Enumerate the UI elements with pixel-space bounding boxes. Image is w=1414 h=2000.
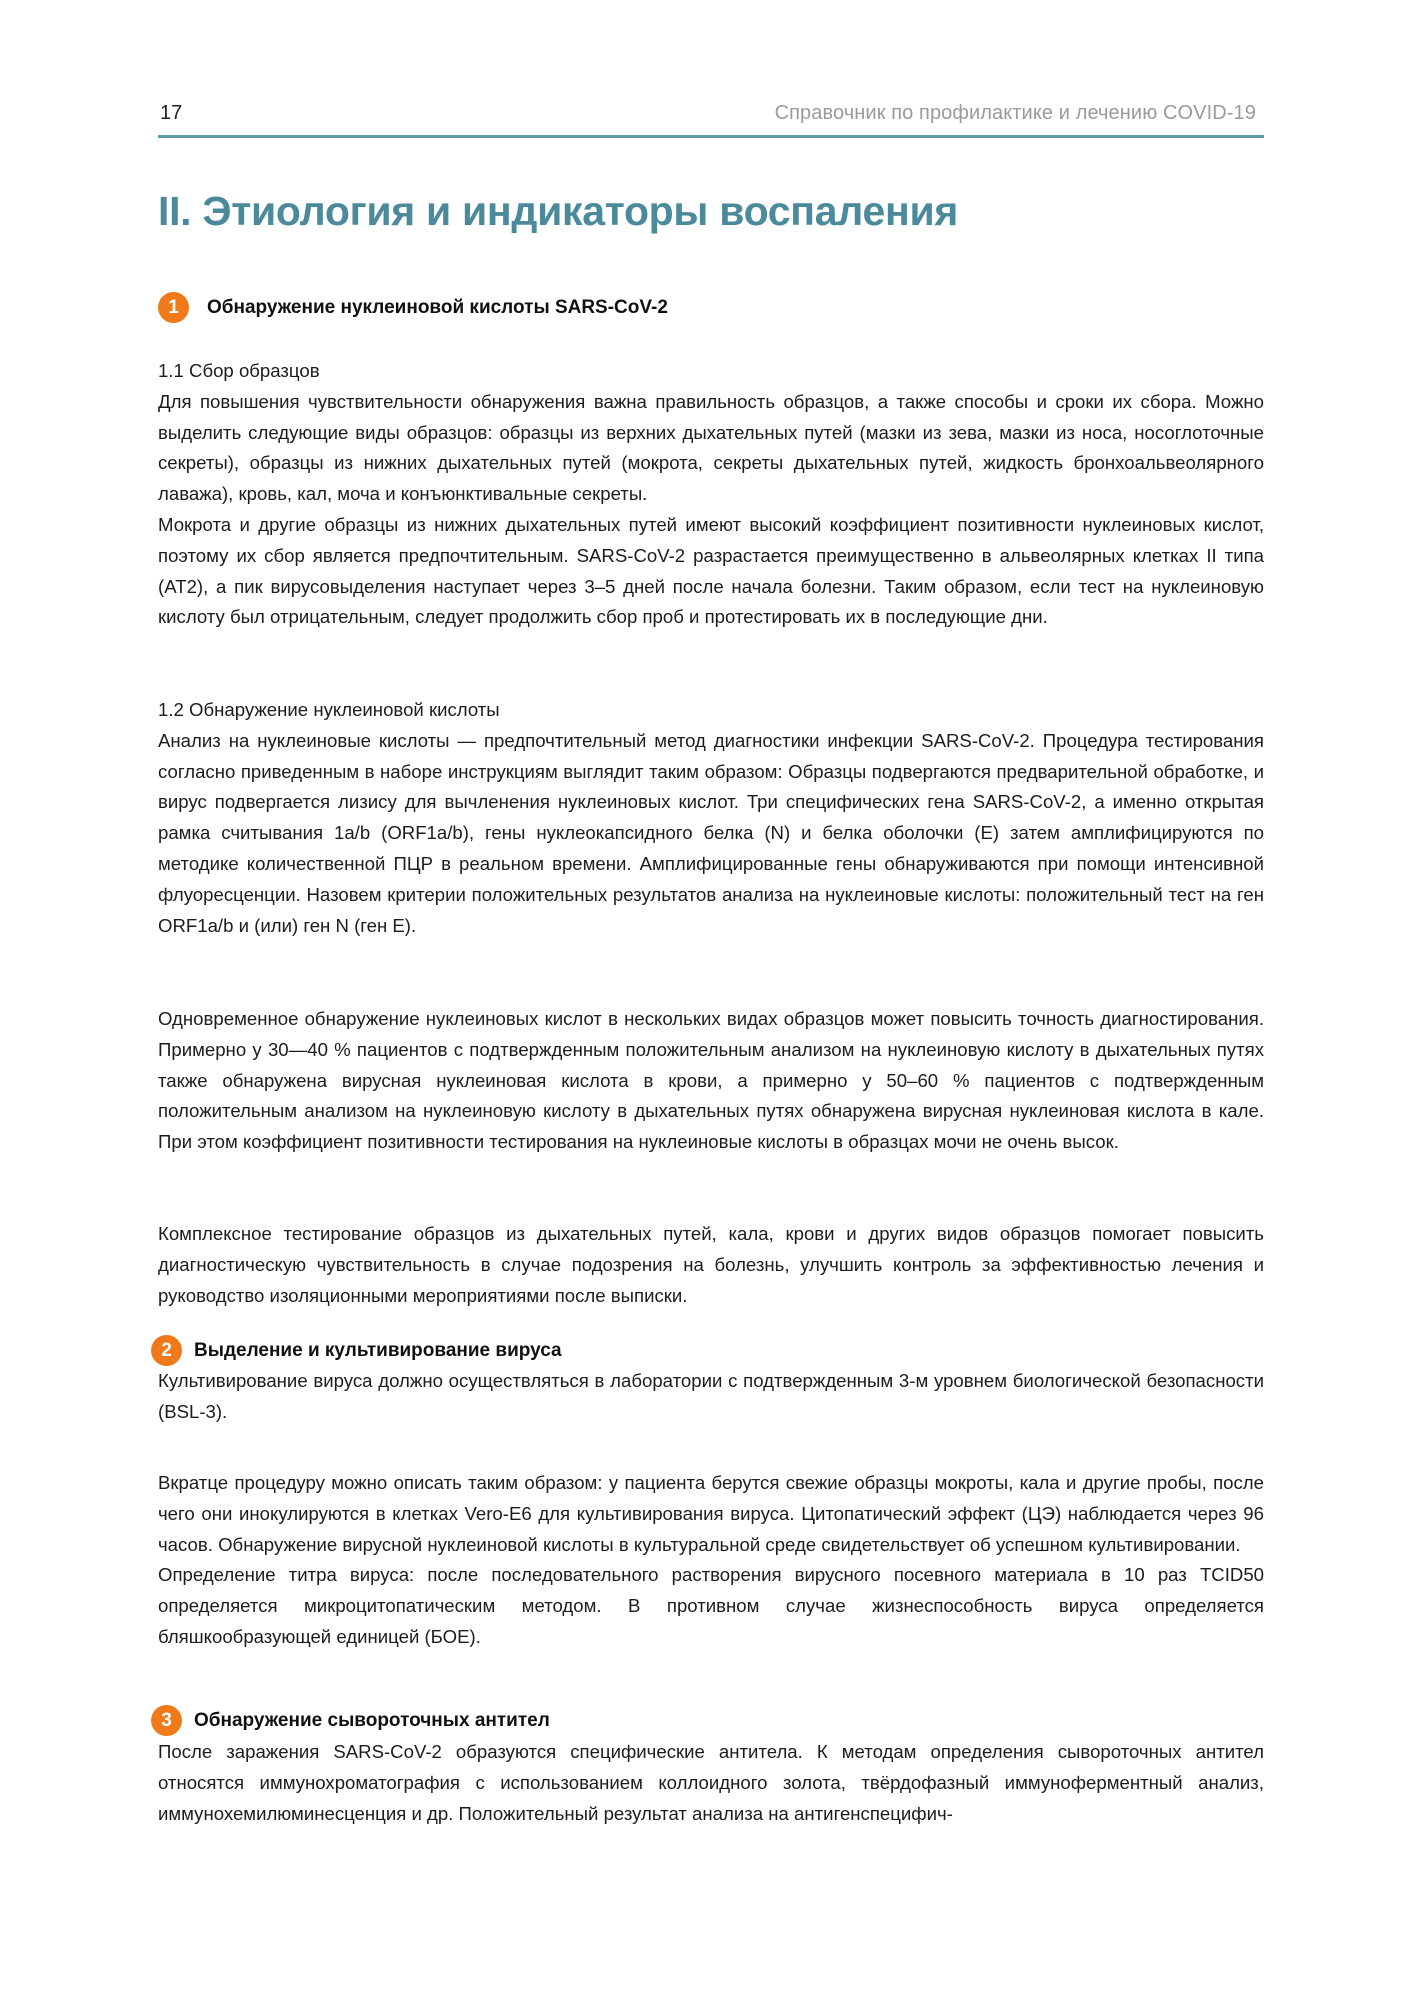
section-heading-1 bbox=[158, 292, 668, 323]
page-number: 17 bbox=[160, 102, 183, 124]
running-title: Справочник по профилактике и лечению COVID-19 bbox=[774, 102, 1256, 124]
paragraph: Для повышения чувствительности обнаружения важна правильность образцов, а также способы и сроки их сбора. Можно выделить следующие виды образцов: образцы из верхних дыхательных путей (мазки из зева, мазки из носа, носоглоточные секреты), образцы из нижних дыхательных путей (мокрота, секреты дыхательных путей, жидкость бронхоальвеолярного лаважа), кровь, кал, моча и конъюнктивальные секреты. bbox=[158, 390, 1264, 505]
subsection-1-1 bbox=[158, 356, 1264, 633]
paragraph-block bbox=[158, 1219, 1264, 1311]
paragraph: Вкратце процедуру можно описать таким образом: у пациента берутся свежие образцы мокроты, кала и другие пробы, после чего они инокулируются в клетках Vero-E6 для культивирования вируса. Цитопатический эффект (ЦЭ) наблюдается через 96 часов. Обнаружение вирусной нуклеиновой кислоты в культуральной среде свидетельствует об успешном культивировании. bbox=[158, 1472, 1264, 1555]
paragraph-block bbox=[158, 1366, 1264, 1428]
section-title: Выделение и культивирование вируса bbox=[194, 1339, 562, 1361]
paragraph: Культивирование вируса должно осуществляться в лаборатории с подтвержденным 3-м уровнем биологической безопасности (BSL-3). bbox=[158, 1370, 1264, 1422]
section-number-badge: 2 bbox=[151, 1335, 182, 1366]
subsection-1-2 bbox=[158, 695, 1264, 941]
section-number-badge: 3 bbox=[151, 1705, 182, 1736]
chapter-title: II. Этиология и индикаторы воспаления bbox=[158, 188, 958, 234]
running-header bbox=[158, 102, 1264, 132]
subsection-heading: 1.2 Обнаружение нуклеиновой кислоты bbox=[158, 699, 500, 720]
section-number-badge: 1 bbox=[158, 292, 189, 323]
paragraph-block bbox=[158, 1468, 1264, 1653]
section-title: Обнаружение сывороточных антител bbox=[194, 1709, 550, 1731]
section-heading-3 bbox=[151, 1705, 550, 1736]
subsection-heading: 1.1 Сбор образцов bbox=[158, 360, 320, 381]
paragraph-block bbox=[158, 1004, 1264, 1158]
paragraph: Мокрота и другие образцы из нижних дыхательных путей имеют высокий коэффициент позитивности нуклеиновых кислот, поэтому их сбор является предпочтительным. SARS-CoV-2 разрастается преимущественно в альвеолярных клетках II типа (AT2), а пик вирусовыделения наступает через 3–5 дней после начала болезни. Таким образом, если тест на нуклеиновую кислоту был отрицательным, следует продолжить сбор проб и протестировать их в последующие дни. bbox=[158, 513, 1264, 628]
section-heading-2 bbox=[151, 1335, 562, 1366]
paragraph: Анализ на нуклеиновые кислоты — предпочтительный метод диагностики инфекции SARS-CoV-2. Процедура тестирования согласно приведенным в наборе инструкциям выглядит таким образом: Образцы подвергаются предварительной обработке, и вирус подвергается лизису для вычленения нуклеиновых кислот. Три специфических гена SARS-CoV-2, а именно открытая рамка считывания 1a/b (ORF1a/b), гены нуклеокапсидного белка (N) и белка оболочки (E) затем амплифицируются по методике количественной ПЦР в реальном времени. Амплифицированные гены обнаруживаются при помощи интенсивной флуоресценции. Назовем критерии положительных результатов анализа на нуклеиновые кислоты: положительный тест на ген ORF1a/b и (или) ген N (ген E). bbox=[158, 729, 1264, 936]
paragraph: После заражения SARS-CoV-2 образуются специфические антитела. К методам определения сывороточных антител относятся иммунохроматография с использованием коллоидного золота, твёрдофазный иммуноферментный анализ, иммунохемилюминесценция и др. Положительный результат анализа на антигенспецифич- bbox=[158, 1741, 1264, 1824]
paragraph: Одновременное обнаружение нуклеиновых кислот в нескольких видах образцов может повысить точность диагностирования. Примерно у 30—40 % пациентов с подтвержденным положительным анализом на нуклеиновую кислоту в дыхательных путях также обнаружена вирусная нуклеиновая кислота в крови, а примерно у 50–60 % пациентов с подтвержденным положительным анализом на нуклеиновую кислоту в дыхательных путях обнаружена вирусная нуклеиновая кислота в кале. При этом коэффициент позитивности тестирования на нуклеиновые кислоты в образцах мочи не очень высок. bbox=[158, 1008, 1264, 1153]
paragraph: Определение титра вируса: после последовательного растворения вирусного посевного материала в 10 раз TCID50 определяется микроцитопатическим методом. В противном случае жизнеспособность вируса определяется бляшкообразующей единицей (БОЕ). bbox=[158, 1564, 1264, 1647]
section-title: Обнаружение нуклеиновой кислоты SARS-CoV-2 bbox=[207, 296, 668, 318]
paragraph-block bbox=[158, 1737, 1264, 1829]
paragraph: Комплексное тестирование образцов из дыхательных путей, кала, крови и других видов образцов помогает повысить диагностическую чувствительность в случае подозрения на болезнь, улучшить контроль за эффективностью лечения и руководство изоляционными мероприятиями после выписки. bbox=[158, 1223, 1264, 1306]
header-divider bbox=[158, 135, 1264, 138]
